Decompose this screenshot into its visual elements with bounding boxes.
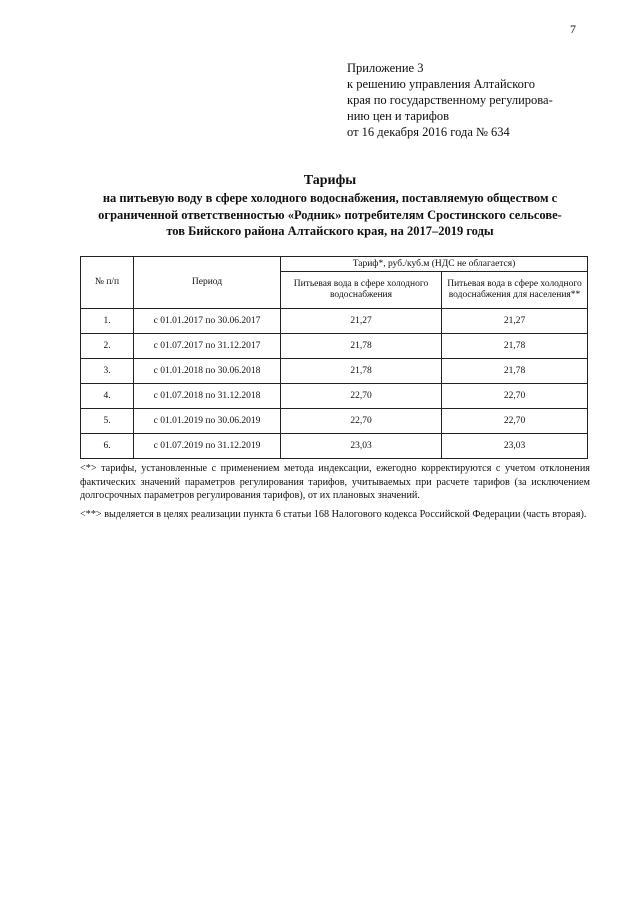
row-value-1: 22,70 (281, 384, 442, 409)
appendix-header (347, 60, 607, 140)
appendix-line: к решению управления Алтайского (347, 77, 535, 91)
row-period: с 01.01.2019 по 30.06.2019 (134, 409, 281, 434)
row-num: 3. (81, 359, 134, 384)
table-row (81, 334, 588, 359)
tariff-table (80, 256, 588, 459)
page-number: 7 (570, 22, 576, 36)
appendix-line: Приложение 3 (347, 61, 424, 75)
row-value-2: 21,78 (442, 359, 588, 384)
row-period: с 01.01.2018 по 30.06.2018 (134, 359, 281, 384)
row-num: 6. (81, 434, 134, 459)
row-period: с 01.07.2019 по 31.12.2019 (134, 434, 281, 459)
header-col2: Питьевая вода в сфере холодного водоснабжения для населения** (442, 272, 588, 309)
title-main: Тарифы (303, 173, 357, 188)
row-period: с 01.07.2017 по 31.12.2017 (134, 334, 281, 359)
title-subtitle (60, 190, 600, 240)
table-row (81, 434, 588, 459)
table-row (81, 384, 588, 409)
appendix-line: нию цен и тарифов (347, 109, 450, 123)
row-value-1: 21,78 (281, 359, 442, 384)
row-num: 1. (81, 309, 134, 334)
row-period: с 01.07.2018 по 31.12.2018 (134, 384, 281, 409)
title-line: на питьевую воду в сфере холодного водоснабжения, поставляемую обществом с (102, 191, 558, 205)
header-col1: Питьевая вода в сфере холодного водоснабжения (281, 272, 442, 309)
header-tariff: Тариф*, руб./куб.м (НДС не облагается) (281, 257, 588, 272)
table-row (81, 409, 588, 434)
row-value-2: 21,27 (442, 309, 588, 334)
row-value-1: 21,27 (281, 309, 442, 334)
row-value-1: 21,78 (281, 334, 442, 359)
row-value-2: 21,78 (442, 334, 588, 359)
header-num: № п/п (81, 257, 134, 309)
row-value-2: 22,70 (442, 409, 588, 434)
row-value-1: 23,03 (281, 434, 442, 459)
row-num: 5. (81, 409, 134, 434)
footnote-1: <*> тарифы, установленные с применением метода индексации, ежегодно корректируются с учетом отклонения фактических значений параметров регулирования тарифов, учитываемых при расчете тарифов (за исключением долгосрочных параметров регулирования тарифов), от их плановых значений. (80, 463, 590, 501)
title-line: тов Бийского района Алтайского края, на 2017–2019 годы (166, 224, 494, 238)
header-period: Период (134, 257, 281, 309)
title-line: ограниченной ответственностью «Родник» потребителям Сростинского сельсове- (98, 207, 562, 222)
footnotes (80, 462, 590, 526)
appendix-line: от 16 декабря 2016 года № 634 (347, 125, 510, 139)
table-row (81, 309, 588, 334)
row-period: с 01.01.2017 по 30.06.2017 (134, 309, 281, 334)
row-value-1: 22,70 (281, 409, 442, 434)
row-num: 4. (81, 384, 134, 409)
appendix-line: края по государственному регулирова- (347, 93, 553, 107)
row-num: 2. (81, 334, 134, 359)
table-row (81, 359, 588, 384)
document-title (60, 172, 600, 240)
footnote-2: <**> выделяется в целях реализации пункта 6 статьи 168 Налогового кодекса Российской Федерации (часть вторая). (80, 508, 587, 520)
row-value-2: 22,70 (442, 384, 588, 409)
row-value-2: 23,03 (442, 434, 588, 459)
